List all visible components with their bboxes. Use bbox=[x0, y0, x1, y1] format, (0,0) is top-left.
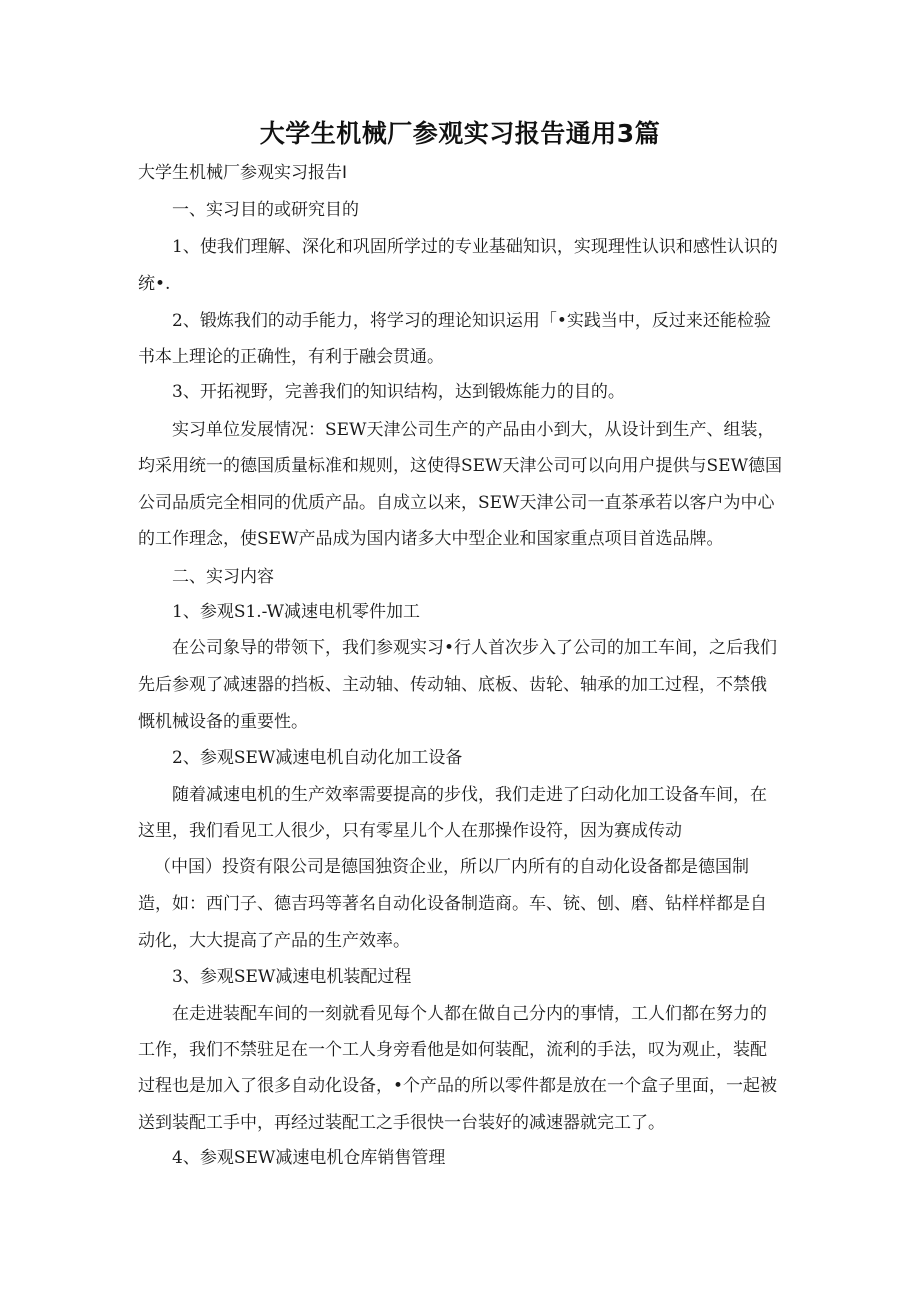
paragraph-line: 工作，我们不禁驻足在一个工人身旁看他是如何装配，流利的手法，叹为观止，装配 bbox=[138, 1040, 767, 1060]
paragraph-line: 随着减速电机的生产效率需要提高的步伐，我们走进了臼动化加工设备车间，在 bbox=[172, 785, 767, 805]
report-subtitle: 大学生机械厂参观实习报告I bbox=[138, 163, 348, 183]
paragraph-line: 的工作理念，使SEW产品成为国内诸多大中型企业和国家重点项目首选品牌。 bbox=[138, 529, 724, 549]
paragraph-line: 在走进装配车间的一刻就看见每个人都在做自己分内的事情，工人们都在努力的 bbox=[172, 1004, 767, 1024]
section-heading: 一、实习目的或研究目的 bbox=[172, 200, 359, 220]
subsection-heading: 1、参观S1.-W减速电机零件加工 bbox=[172, 602, 420, 622]
paragraph-line: 在公司象导的带领下，我们参观实习•行人首次步入了公司的加工车间，之后我们 bbox=[172, 638, 778, 658]
paragraph-line: 公司品质完全相同的优质产品。自成立以来，SEW天津公司一直茶承若以客户为中心 bbox=[138, 493, 775, 513]
section-heading: 二、实习内容 bbox=[172, 567, 274, 587]
paragraph-line: 3、开拓视野，完善我们的知识结构，达到锻炼能力的目的。 bbox=[172, 382, 625, 402]
paragraph-line: 送到装配工手中，再经过装配工之手很快一台装好的减速器就完工了。 bbox=[138, 1113, 665, 1133]
paragraph-line: （中国）投资有限公司是德国独资企业，所以厂内所有的自动化设备都是德国制 bbox=[154, 857, 749, 877]
paragraph-line: 实习单位发展情况：SEW天津公司生产的产品由小到大，从设计到生产、组装， bbox=[172, 420, 775, 440]
paragraph-line: 这里，我们看见工人很少，只有零星儿个人在那操作设符，因为赛成传动 bbox=[138, 821, 682, 841]
paragraph-line: 2、锻炼我们的动手能力，将学习的理论知识运用「•实践当中，反过来还能检验 bbox=[172, 311, 771, 331]
subsection-heading: 4、参观SEW减速电机仓库销售管理 bbox=[172, 1148, 446, 1168]
paragraph-line: 动化，大大提高了产品的生产效率。 bbox=[138, 931, 410, 951]
paragraph-line: 先后参观了减速器的挡板、主动轴、传动轴、底板、齿轮、轴承的加工过程，不禁俄 bbox=[138, 675, 767, 695]
subsection-heading: 2、参观SEW减速电机自动化加工设备 bbox=[172, 748, 463, 768]
paragraph-line: 造，如：西门子、德吉玛等著名自动化设备制造商。车、铳、刨、磨、钻样样都是自 bbox=[138, 894, 767, 914]
paragraph-line: 过程也是加入了很多自动化设备，•个产品的所以零件都是放在一个盒子里面，一起被 bbox=[138, 1076, 778, 1096]
paragraph-line: 均采用统一的德国质量标准和规则，这使得SEW天津公司可以向用户提供与SEW德国 bbox=[138, 456, 783, 476]
paragraph-line: 慨机械设备的重要性。 bbox=[138, 712, 308, 732]
paragraph-line: 书本上理论的正确性，有利于融会贯通。 bbox=[138, 347, 444, 367]
subsection-heading: 3、参观SEW减速电机装配过程 bbox=[172, 967, 412, 987]
paragraph-line: 统•. bbox=[138, 274, 171, 294]
paragraph-line: 1、使我们理解、深化和巩固所学过的专业基础知识，实现理性认识和感性认识的 bbox=[172, 237, 778, 257]
document-title: 大学生机械厂参观实习报告通用3篇 bbox=[259, 119, 661, 148]
